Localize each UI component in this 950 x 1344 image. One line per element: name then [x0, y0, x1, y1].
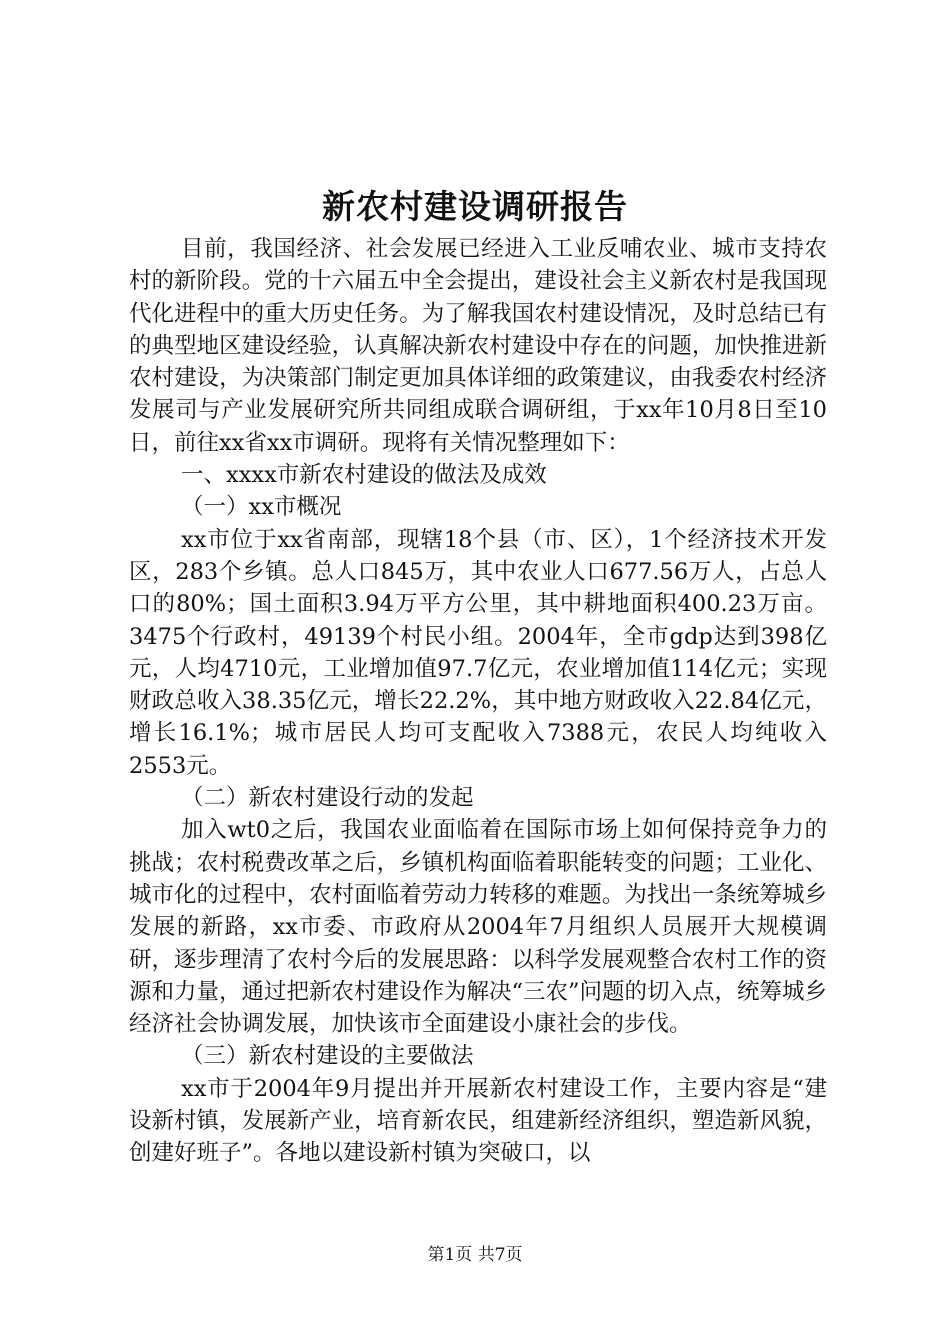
document-title: 新农村建设调研报告	[322, 187, 628, 226]
subsection-heading-practices: （三）新农村建设的主要做法	[181, 1043, 474, 1070]
subsection-heading-overview: （一）xx市概况	[181, 494, 342, 521]
section-heading-1: 一、xxxx市新农村建设的做法及成效	[181, 462, 547, 489]
overview-paragraph: xx市位于xx省南部，现辖18个县（市、区），1个经济技术开发区，283个乡镇。总人口845万，其中农业人口677.56万人，占总人口的80%；国土面积3.94万平方公里，其中耕地面积400.23万亩。3475个行政村，49139个村民小组。2004年，全市gdp达到398亿元，人均4710元，工业增加值97.7亿元，农业增加值114亿元；实现财政总收入38.35亿元，增长22.2%，其中地方财政收入22.84亿元，增长16.1%；城市居民人均可支配收入7388元，农民人均纯收入2553元。	[129, 526, 827, 779]
intro-paragraph: 目前，我国经济、社会发展已经进入工业反哺农业、城市支持农村的新阶段。党的十六届五中全会提出，建设社会主义新农村是我国现代化进程中的重大历史任务。为了解我国农村建设情况，及时总结已有的典型地区建设经验，认真解决新农村建设中存在的问题，加快推进新农村建设，为决策部门制定更加具体详细的政策建议，由我委农村经济发展司与产业发展研究所共同组成联合调研组，于xx年10月8日至10日，前往xx省xx市调研。现将有关情况整理如下：	[129, 236, 827, 456]
launch-paragraph: 加入wt0之后，我国农业面临着在国际市场上如何保持竞争力的挑战；农村税费改革之后，乡镇机构面临着职能转变的问题；工业化、城市化的过程中，农村面临着劳动力转移的难题。为找出一条统筹城乡发展的新路，xx市委、市政府从2004年7月组织人员展开大规模调研，逐步理清了农村今后的发展思路：以科学发展观整合农村工作的资源和力量，通过把新农村建设作为解决“三农”问题的切入点，统筹城乡经济社会协调发展，加快该市全面建设小康社会的步伐。	[129, 817, 828, 1038]
practices-paragraph: xx市于2004年9月提出并开展新农村建设工作，主要内容是“建设新村镇，发展新产业，培育新农民，组建新经济组织，塑造新风貌，创建好班子”。各地以建设新村镇为突破口，以	[129, 1075, 827, 1167]
subsection-heading-launch: （二）新农村建设行动的发起	[181, 785, 474, 812]
page-footer: 第1页 共7页	[427, 1245, 523, 1265]
document-body	[129, 233, 827, 1170]
